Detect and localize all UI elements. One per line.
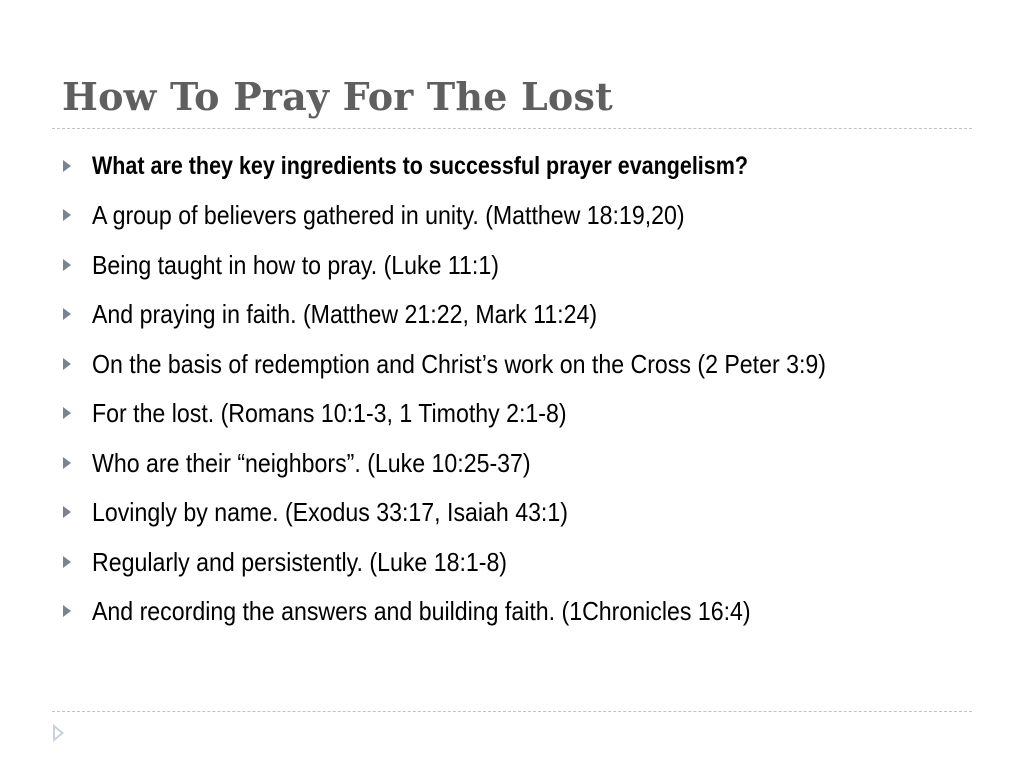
triangle-right-icon	[63, 457, 71, 469]
triangle-right-icon	[63, 308, 71, 320]
bullet-item	[62, 389, 1012, 439]
bullet-item	[62, 438, 1012, 488]
bullet-item	[62, 191, 1012, 241]
triangle-right-icon	[63, 556, 71, 568]
triangle-right-icon	[63, 605, 71, 617]
triangle-right-icon	[63, 506, 71, 518]
triangle-right-icon	[63, 358, 71, 370]
bullet-text: Who are their “neighbors”. (Luke 10:25-37)	[92, 447, 531, 478]
footer-triangle-icon	[53, 724, 64, 742]
triangle-right-icon	[63, 209, 71, 221]
title-divider	[52, 128, 972, 129]
bullet-text: And recording the answers and building faith. (1Chronicles 16:4)	[92, 596, 751, 627]
triangle-right-icon	[63, 160, 71, 172]
bullet-text: For the lost. (Romans 10:1-3, 1 Timothy 2:1-8)	[92, 398, 567, 429]
bullet-item	[62, 537, 1012, 587]
bullet-text: Regularly and persistently. (Luke 18:1-8)	[92, 546, 508, 577]
bullet-text: A group of believers gathered in unity. (Matthew 18:19,20)	[92, 200, 685, 231]
bullet-text: What are they key ingredients to successful prayer evangelism?	[92, 151, 748, 180]
bullet-text: And praying in faith. (Matthew 21:22, Mark 11:24)	[92, 299, 598, 330]
bullet-item	[62, 587, 1012, 637]
footer-divider	[52, 711, 972, 712]
bullet-item	[62, 141, 1012, 191]
triangle-right-icon	[63, 407, 71, 419]
triangle-right-icon	[63, 259, 71, 271]
bullet-item	[62, 488, 1012, 538]
bullet-item	[62, 339, 1012, 389]
bullet-list	[62, 141, 1012, 636]
bullet-item	[62, 240, 1012, 290]
bullet-text: Lovingly by name. (Exodus 33:17, Isaiah 43:1)	[92, 497, 568, 528]
bullet-text: On the basis of redemption and Christ’s work on the Cross (2 Peter 3:9)	[92, 348, 826, 379]
bullet-item	[62, 290, 1012, 340]
slide-title: How To Pray For The Lost	[62, 74, 613, 119]
bullet-text: Being taught in how to pray. (Luke 11:1)	[92, 249, 499, 280]
